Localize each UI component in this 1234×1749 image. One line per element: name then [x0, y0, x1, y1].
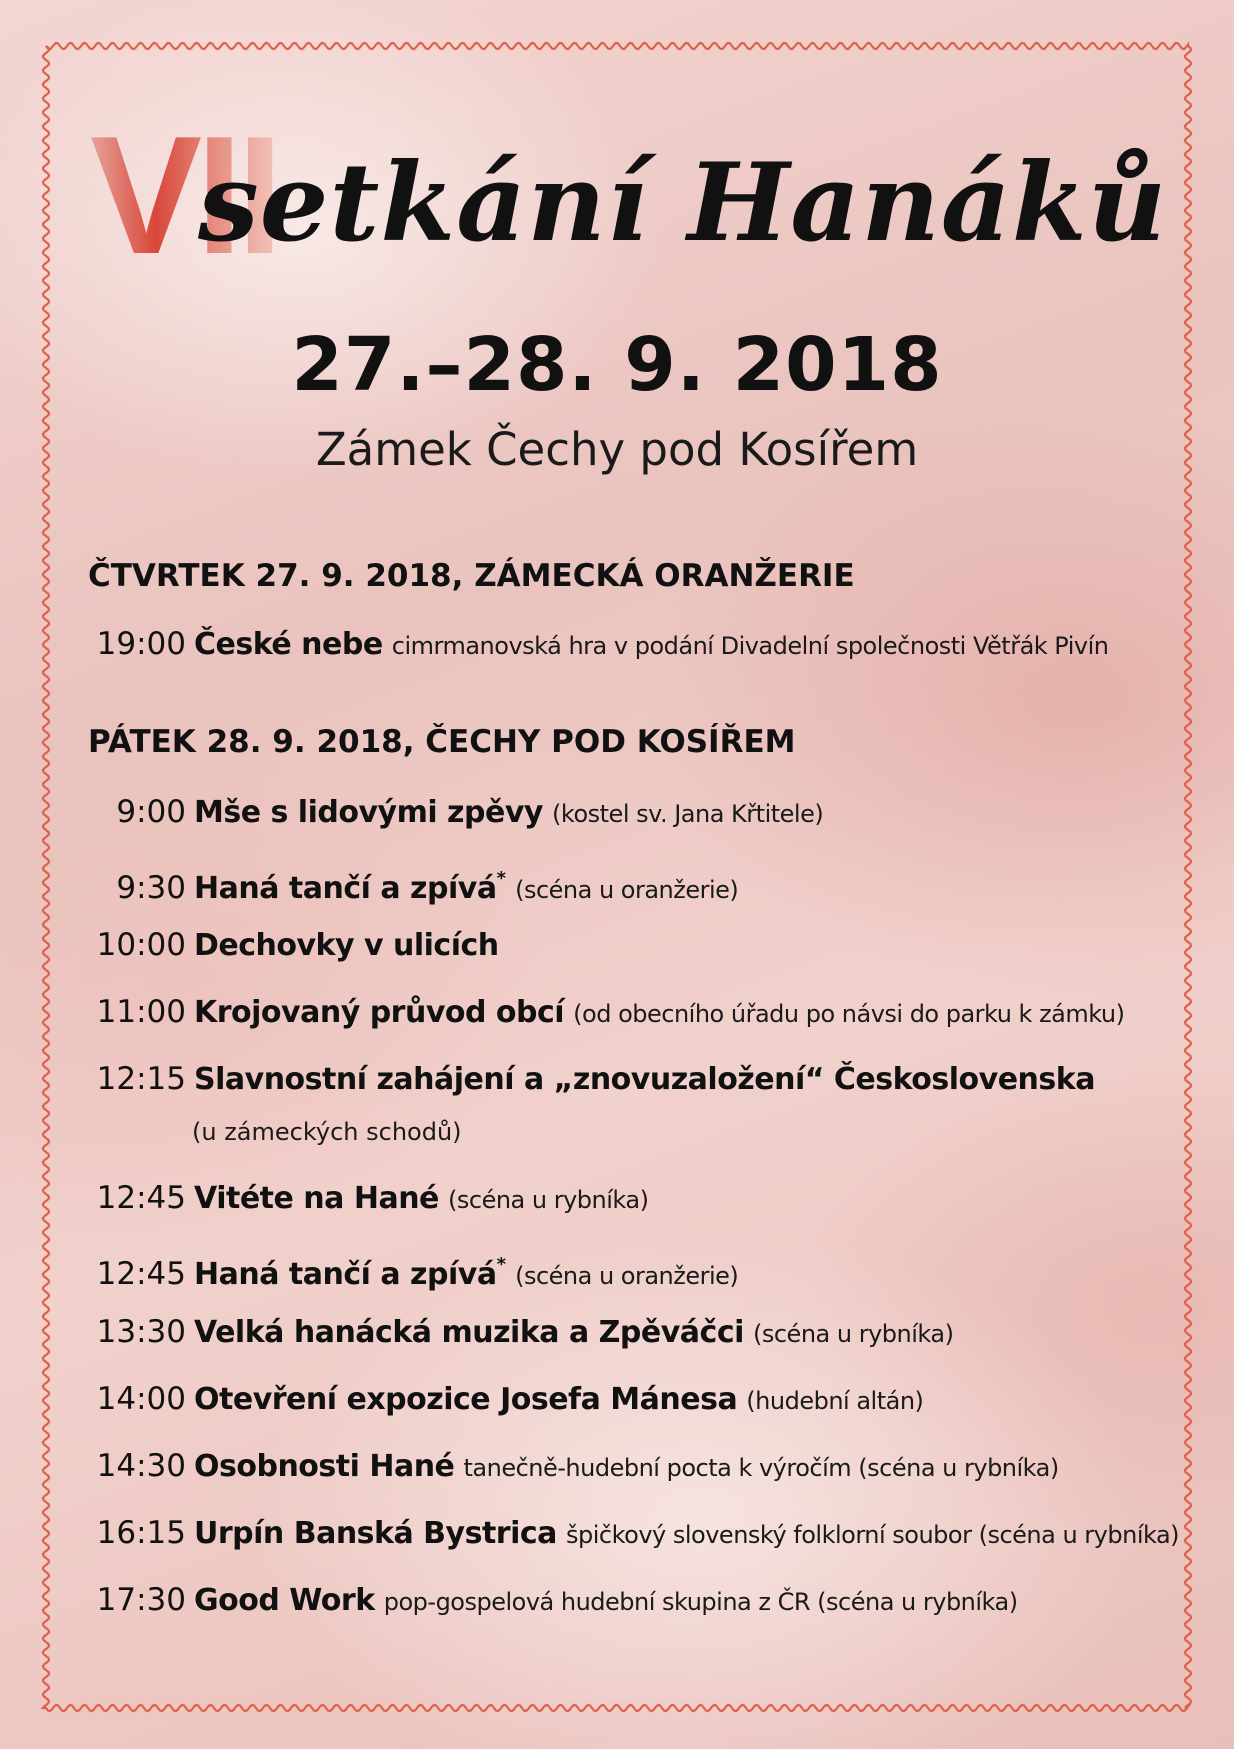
event-name: Urpín Banská Bystrica: [194, 1516, 557, 1551]
event-dates: 27.–28. 9. 2018: [291, 322, 943, 408]
event-name: Slavnostní zahájení a „znovuzaložení“ Československa: [194, 1062, 1095, 1097]
event-description: špičkový slovenský folklorní soubor (scéna u rybníka): [566, 1521, 1180, 1549]
event-description: (hudební altán): [746, 1387, 924, 1415]
event-name: Osobnosti Hané: [194, 1449, 455, 1484]
event-time: 19:00: [96, 626, 186, 662]
event-name: Vitéte na Hané: [194, 1181, 439, 1216]
thursday-heading: ČTVRTEK 27. 9. 2018, ZÁMECKÁ ORANŽERIE: [88, 558, 855, 594]
event-description: (scéna u rybníka): [448, 1186, 649, 1214]
event-name: Mše s lidovými zpěvy: [194, 795, 543, 830]
event-name: Haná tančí a zpívá: [194, 1257, 497, 1292]
event-title: setkání Hanáků: [198, 140, 1168, 266]
event-time: 13:30: [96, 1314, 186, 1350]
asterisk-mark: *: [496, 1254, 506, 1275]
event-time: 14:30: [96, 1448, 186, 1484]
schedule-row: [88, 1243, 1188, 1301]
event-time: 9:30: [116, 870, 186, 906]
schedule-row: [88, 1377, 1188, 1426]
event-description: pop-gospelová hudební skupina z ČR (scéna u rybníka): [383, 1588, 1018, 1616]
event-description: cimrmanovská hra v podání Divadelní společnosti Větřák Pivín: [391, 632, 1109, 660]
event-description: tanečně-hudební pocta k výročím (scéna u rybníka): [463, 1454, 1059, 1482]
event-name: Otevření expozice Josefa Mánesa: [194, 1382, 738, 1417]
schedule-row: [88, 622, 1188, 671]
event-time: 17:30: [96, 1582, 186, 1618]
event-description: (scéna u oranžerie): [515, 1262, 739, 1290]
schedule-row: [88, 1511, 1188, 1560]
event-time: 11:00: [96, 994, 186, 1030]
asterisk-mark: *: [496, 868, 506, 889]
schedule-row: [88, 1444, 1188, 1493]
event-time: 12:45: [96, 1180, 186, 1216]
event-description: (kostel sv. Jana Křtitele): [552, 800, 824, 828]
event-name: Velká hanácká muzika a Zpěváčci: [194, 1315, 744, 1350]
event-name: České nebe: [194, 627, 383, 662]
friday-heading: PÁTEK 28. 9. 2018, ČECHY POD KOSÍŘEM: [88, 724, 796, 760]
schedule-row: [88, 990, 1188, 1039]
schedule-row: [88, 1578, 1188, 1627]
schedule-row: [88, 790, 1188, 839]
event-venue: Zámek Čechy pod Kosířem: [315, 423, 919, 476]
schedule-row: [88, 1176, 1188, 1225]
title-block: [90, 101, 1190, 300]
event-name: Good Work: [194, 1583, 375, 1618]
schedule-row: [88, 1057, 1188, 1106]
event-name: Dechovky v ulicích: [194, 928, 499, 963]
event-description: (scéna u oranžerie): [515, 876, 739, 904]
event-description: (scéna u rybníka): [752, 1320, 954, 1348]
event-time: 10:00: [96, 927, 186, 963]
event-description: (u zámeckých schodů): [192, 1118, 462, 1146]
event-description: (od obecního úřadu po návsi do parku k zámku): [573, 1000, 1125, 1028]
roman-numeral: VII: [90, 101, 278, 289]
schedule-row: [88, 923, 1188, 972]
event-time: 9:00: [116, 794, 186, 830]
event-time: 16:15: [96, 1515, 186, 1551]
event-time: 12:15: [96, 1061, 186, 1097]
event-time: 12:45: [96, 1256, 186, 1292]
event-time: 14:00: [96, 1381, 186, 1417]
event-name: Haná tančí a zpívá: [194, 871, 497, 906]
event-name: Krojovaný průvod obcí: [194, 995, 565, 1030]
schedule-row: [88, 857, 1188, 915]
schedule-row: [88, 1310, 1188, 1359]
